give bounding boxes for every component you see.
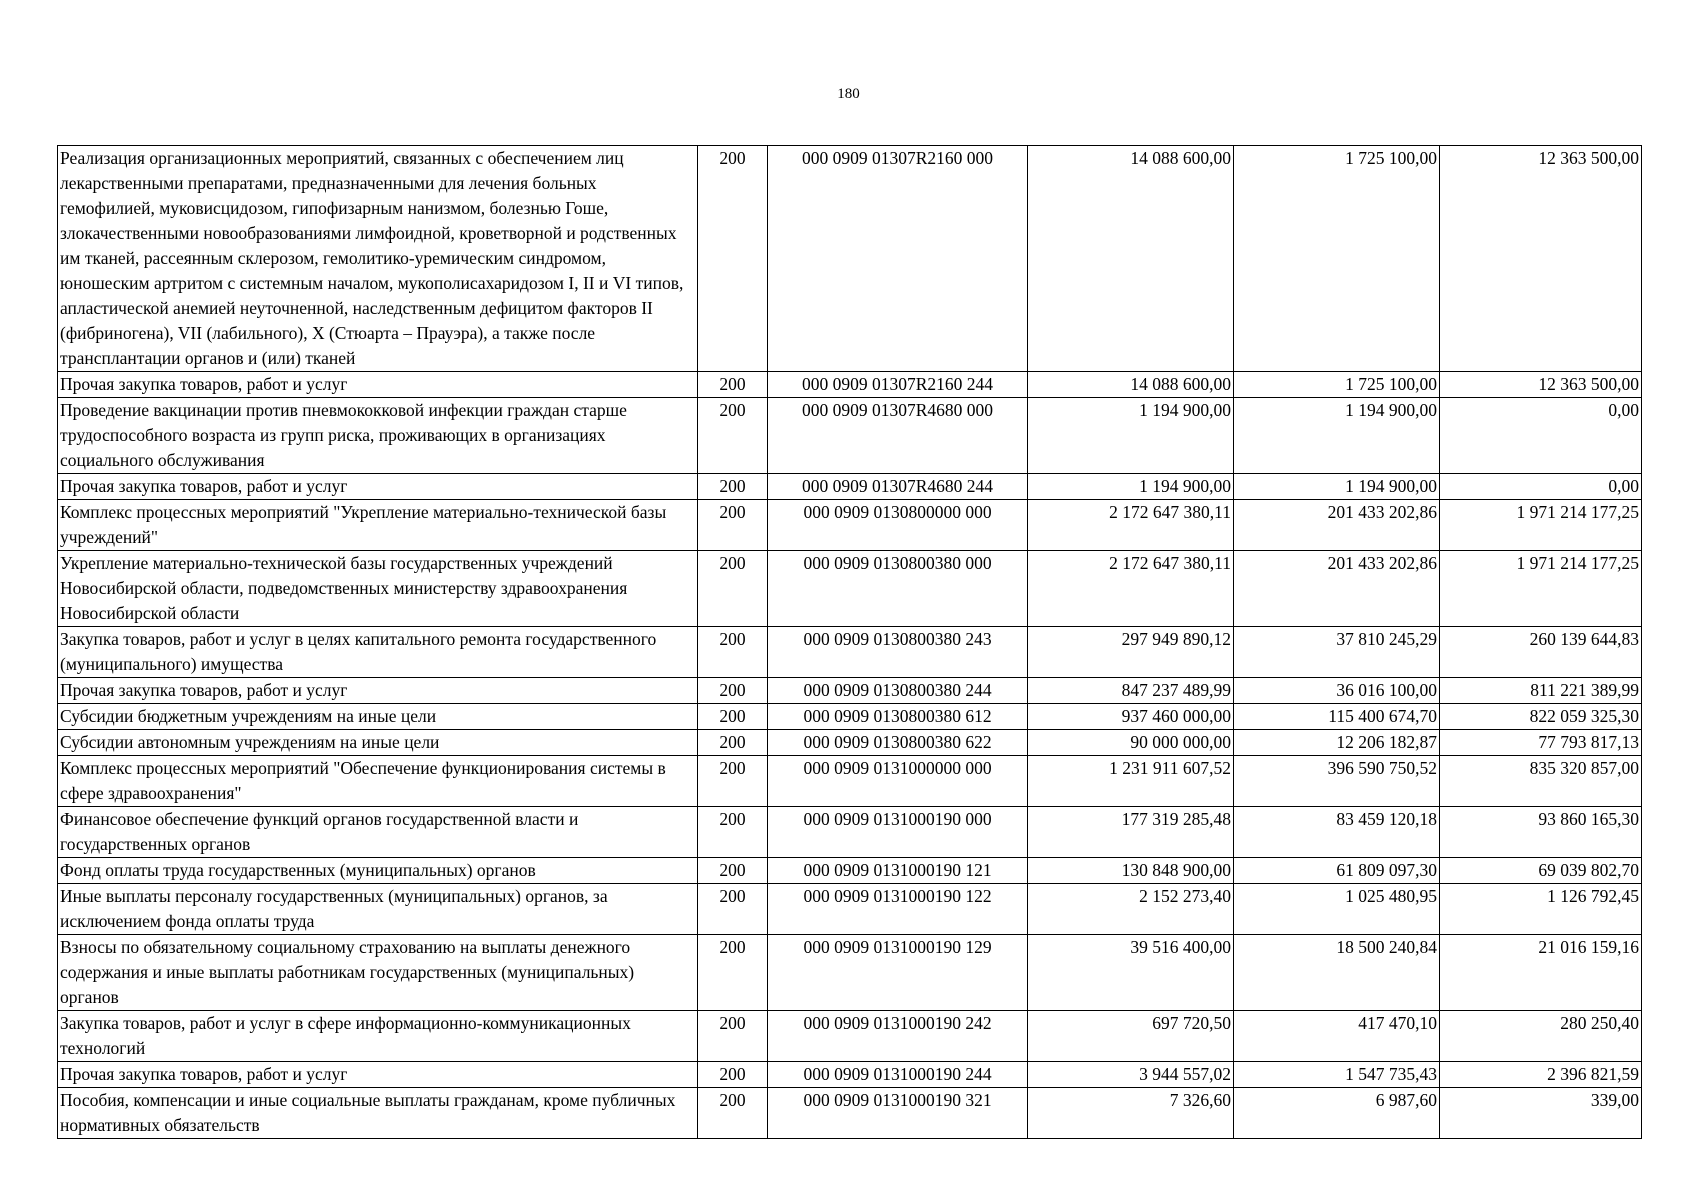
row-approved-amount: 847 237 489,99 <box>1028 678 1234 704</box>
row-executed-amount: 1 725 100,00 <box>1234 146 1440 372</box>
row-unexecuted-amount: 835 320 857,00 <box>1440 756 1642 807</box>
row-executed-amount: 115 400 674,70 <box>1234 704 1440 730</box>
row-budget-code: 000 0909 0131000000 000 <box>768 756 1028 807</box>
table-row <box>58 1011 1642 1062</box>
row-budget-code: 000 0909 01307R4680 000 <box>768 398 1028 474</box>
row-name: Прочая закупка товаров, работ и услуг <box>58 372 698 398</box>
row-unexecuted-amount: 1 126 792,45 <box>1440 884 1642 935</box>
row-budget-code: 000 0909 0130800380 612 <box>768 704 1028 730</box>
row-approved-amount: 90 000 000,00 <box>1028 730 1234 756</box>
row-approved-amount: 177 319 285,48 <box>1028 807 1234 858</box>
table-row <box>58 551 1642 627</box>
row-executed-amount: 417 470,10 <box>1234 1011 1440 1062</box>
row-unexecuted-amount: 822 059 325,30 <box>1440 704 1642 730</box>
row-unexecuted-amount: 69 039 802,70 <box>1440 858 1642 884</box>
row-approved-amount: 14 088 600,00 <box>1028 146 1234 372</box>
row-name: Комплекс процессных мероприятий "Обеспечение функционирования системы в сфере здравоохранения" <box>58 756 698 807</box>
table-row <box>58 704 1642 730</box>
row-name: Прочая закупка товаров, работ и услуг <box>58 678 698 704</box>
row-approved-amount: 2 172 647 380,11 <box>1028 500 1234 551</box>
row-executed-amount: 12 206 182,87 <box>1234 730 1440 756</box>
row-executed-amount: 201 433 202,86 <box>1234 551 1440 627</box>
row-executed-amount: 36 016 100,00 <box>1234 678 1440 704</box>
row-executed-amount: 18 500 240,84 <box>1234 935 1440 1011</box>
row-name: Закупка товаров, работ и услуг в сфере информационно-коммуникационных технологий <box>58 1011 698 1062</box>
row-executed-amount: 1 725 100,00 <box>1234 372 1440 398</box>
row-name: Взносы по обязательному социальному страхованию на выплаты денежного содержания и иные выплаты работникам государственных (муниципальных) органов <box>58 935 698 1011</box>
row-name: Прочая закупка товаров, работ и услуг <box>58 1062 698 1088</box>
row-budget-code: 000 0909 0130800380 622 <box>768 730 1028 756</box>
row-unexecuted-amount: 93 860 165,30 <box>1440 807 1642 858</box>
row-budget-code: 000 0909 0130800000 000 <box>768 500 1028 551</box>
row-name: Прочая закупка товаров, работ и услуг <box>58 474 698 500</box>
row-unexecuted-amount: 2 396 821,59 <box>1440 1062 1642 1088</box>
row-name: Закупка товаров, работ и услуг в целях капитального ремонта государственного (муниципального) имущества <box>58 627 698 678</box>
row-budget-code: 000 0909 0131000190 129 <box>768 935 1028 1011</box>
row-unexecuted-amount: 339,00 <box>1440 1088 1642 1139</box>
row-name: Проведение вакцинации против пневмококковой инфекции граждан старше трудоспособного возраста из групп риска, проживающих в организациях социального обслуживания <box>58 398 698 474</box>
row-line-code: 200 <box>698 146 768 372</box>
row-budget-code: 000 0909 0131000190 121 <box>768 858 1028 884</box>
row-line-code: 200 <box>698 474 768 500</box>
row-unexecuted-amount: 0,00 <box>1440 398 1642 474</box>
row-executed-amount: 37 810 245,29 <box>1234 627 1440 678</box>
table-body <box>58 146 1642 1139</box>
row-approved-amount: 39 516 400,00 <box>1028 935 1234 1011</box>
row-budget-code: 000 0909 01307R2160 000 <box>768 146 1028 372</box>
row-line-code: 200 <box>698 627 768 678</box>
row-unexecuted-amount: 260 139 644,83 <box>1440 627 1642 678</box>
row-unexecuted-amount: 280 250,40 <box>1440 1011 1642 1062</box>
row-line-code: 200 <box>698 704 768 730</box>
table-row <box>58 398 1642 474</box>
table-row <box>58 730 1642 756</box>
row-unexecuted-amount: 77 793 817,13 <box>1440 730 1642 756</box>
row-executed-amount: 396 590 750,52 <box>1234 756 1440 807</box>
row-name: Реализация организационных мероприятий, связанных с обеспечением лиц лекарственными препаратами, предназначенными для лечения больных гемофилией, муковисцидозом, гипофизарным нанизмом, болезнью Гоше, злокачественными новообразованиями лимфоидной, кроветворной и родственных им тканей, рассеянным склерозом, гемолитико-уремическим синдромом, юношеским артритом с системным началом, мукополисахаридозом I, II и VI типов, апластической анемией неуточненной, наследственным дефицитом факторов II (фибриногена), VII (лабильного), X (Стюарта – Прауэра), а также после трансплантации органов и (или) тканей <box>58 146 698 372</box>
row-approved-amount: 14 088 600,00 <box>1028 372 1234 398</box>
page-number: 180 <box>837 86 860 102</box>
row-line-code: 200 <box>698 884 768 935</box>
row-approved-amount: 937 460 000,00 <box>1028 704 1234 730</box>
budget-execution-table <box>57 145 1642 1139</box>
row-name: Комплекс процессных мероприятий "Укрепление материально-технической базы учреждений" <box>58 500 698 551</box>
table-row <box>58 146 1642 372</box>
table-row <box>58 807 1642 858</box>
row-name: Финансовое обеспечение функций органов государственной власти и государственных органов <box>58 807 698 858</box>
row-line-code: 200 <box>698 398 768 474</box>
row-executed-amount: 83 459 120,18 <box>1234 807 1440 858</box>
row-budget-code: 000 0909 0131000190 122 <box>768 884 1028 935</box>
row-approved-amount: 1 231 911 607,52 <box>1028 756 1234 807</box>
row-budget-code: 000 0909 0130800380 000 <box>768 551 1028 627</box>
table-row <box>58 935 1642 1011</box>
row-line-code: 200 <box>698 807 768 858</box>
table-row <box>58 756 1642 807</box>
row-line-code: 200 <box>698 1062 768 1088</box>
row-line-code: 200 <box>698 678 768 704</box>
row-unexecuted-amount: 12 363 500,00 <box>1440 146 1642 372</box>
row-unexecuted-amount: 12 363 500,00 <box>1440 372 1642 398</box>
table-row <box>58 1088 1642 1139</box>
row-line-code: 200 <box>698 730 768 756</box>
row-budget-code: 000 0909 01307R2160 244 <box>768 372 1028 398</box>
row-approved-amount: 1 194 900,00 <box>1028 474 1234 500</box>
row-approved-amount: 2 152 273,40 <box>1028 884 1234 935</box>
row-executed-amount: 201 433 202,86 <box>1234 500 1440 551</box>
row-budget-code: 000 0909 0130800380 244 <box>768 678 1028 704</box>
row-budget-code: 000 0909 0131000190 000 <box>768 807 1028 858</box>
row-approved-amount: 2 172 647 380,11 <box>1028 551 1234 627</box>
row-approved-amount: 1 194 900,00 <box>1028 398 1234 474</box>
row-unexecuted-amount: 811 221 389,99 <box>1440 678 1642 704</box>
row-budget-code: 000 0909 01307R4680 244 <box>768 474 1028 500</box>
row-approved-amount: 297 949 890,12 <box>1028 627 1234 678</box>
row-line-code: 200 <box>698 756 768 807</box>
row-executed-amount: 1 194 900,00 <box>1234 398 1440 474</box>
row-budget-code: 000 0909 0131000190 321 <box>768 1088 1028 1139</box>
table-row <box>58 372 1642 398</box>
table-row <box>58 884 1642 935</box>
row-budget-code: 000 0909 0130800380 243 <box>768 627 1028 678</box>
row-executed-amount: 1 194 900,00 <box>1234 474 1440 500</box>
row-line-code: 200 <box>698 551 768 627</box>
table-row <box>58 678 1642 704</box>
row-approved-amount: 3 944 557,02 <box>1028 1062 1234 1088</box>
row-budget-code: 000 0909 0131000190 242 <box>768 1011 1028 1062</box>
table-row <box>58 858 1642 884</box>
table-row <box>58 474 1642 500</box>
row-name: Иные выплаты персоналу государственных (муниципальных) органов, за исключением фонда оплаты труда <box>58 884 698 935</box>
row-line-code: 200 <box>698 935 768 1011</box>
row-approved-amount: 130 848 900,00 <box>1028 858 1234 884</box>
row-name: Субсидии бюджетным учреждениям на иные цели <box>58 704 698 730</box>
row-name: Укрепление материально-технической базы государственных учреждений Новосибирской области, подведомственных министерству здравоохранения Новосибирской области <box>58 551 698 627</box>
row-name: Пособия, компенсации и иные социальные выплаты гражданам, кроме публичных нормативных обязательств <box>58 1088 698 1139</box>
row-executed-amount: 61 809 097,30 <box>1234 858 1440 884</box>
row-approved-amount: 7 326,60 <box>1028 1088 1234 1139</box>
row-line-code: 200 <box>698 500 768 551</box>
table-row <box>58 500 1642 551</box>
row-line-code: 200 <box>698 858 768 884</box>
row-line-code: 200 <box>698 1088 768 1139</box>
table-row <box>58 627 1642 678</box>
table-row <box>58 1062 1642 1088</box>
row-unexecuted-amount: 1 971 214 177,25 <box>1440 500 1642 551</box>
row-budget-code: 000 0909 0131000190 244 <box>768 1062 1028 1088</box>
row-executed-amount: 1 547 735,43 <box>1234 1062 1440 1088</box>
row-unexecuted-amount: 21 016 159,16 <box>1440 935 1642 1011</box>
row-approved-amount: 697 720,50 <box>1028 1011 1234 1062</box>
row-line-code: 200 <box>698 1011 768 1062</box>
row-unexecuted-amount: 0,00 <box>1440 474 1642 500</box>
row-name: Фонд оплаты труда государственных (муниципальных) органов <box>58 858 698 884</box>
row-unexecuted-amount: 1 971 214 177,25 <box>1440 551 1642 627</box>
row-name: Субсидии автономным учреждениям на иные цели <box>58 730 698 756</box>
row-executed-amount: 6 987,60 <box>1234 1088 1440 1139</box>
row-executed-amount: 1 025 480,95 <box>1234 884 1440 935</box>
row-line-code: 200 <box>698 372 768 398</box>
